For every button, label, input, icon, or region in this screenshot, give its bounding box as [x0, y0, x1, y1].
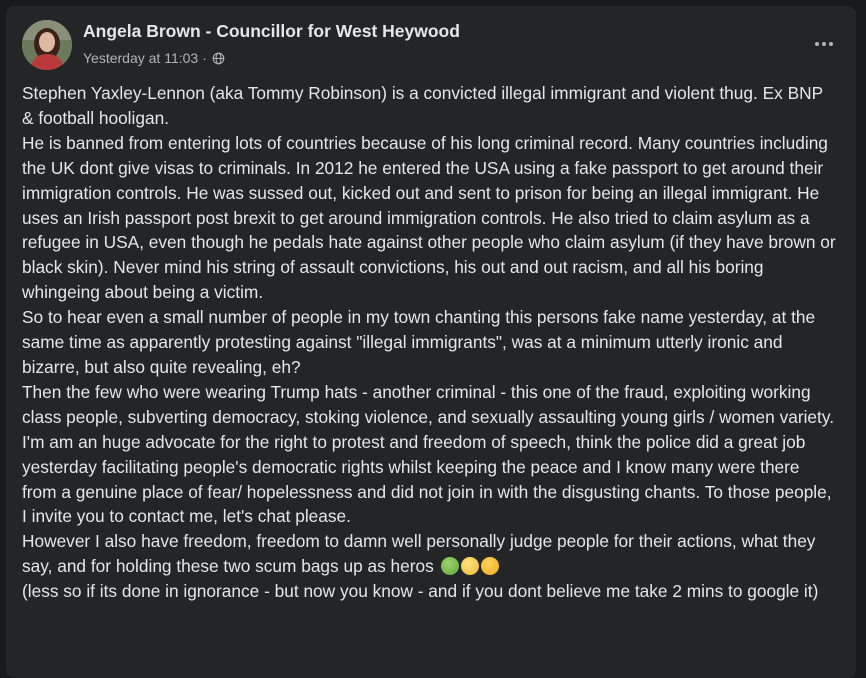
post-paragraph-text: However I also have freedom, freedom to damn well personally judge people for their actions, what they say, and for holding these two scum bags up as heros — [22, 531, 816, 577]
author-avatar[interactable] — [22, 20, 72, 70]
post-paragraph: Then the few who were wearing Trump hats - another criminal - this one of the fraud, exploiting working class people, subverting democracy, stoking violence, and sexually assaulting young girls / women variety. — [22, 381, 834, 427]
meta-separator: · — [202, 50, 207, 66]
nauseated-face-emoji-icon — [441, 557, 459, 575]
post-paragraph: He is banned from entering lots of countries because of his long criminal record. Many countries including the UK dont give visas to criminals. In 2012 he entered the USA using a fake passport to get around their immigration controls. He was sussed out, kicked out and sent to prison for being an illegal immigrant. He uses an Irish passport post brexit to get around immigration controls. He also tried to claim asylum as a refugee in USA, even though he pedals hate against other people who claim asylum (if they have brown or black skin). Never mind his string of assault convictions, his out and out racism, and all his boring whingeing about being a victim. — [22, 132, 836, 303]
post-body — [22, 81, 837, 604]
globe-icon[interactable] — [212, 52, 225, 65]
post-paragraph: I'm am an huge advocate for the right to protest and freedom of speech, think the police did a great job yesterday facilitating people's democratic rights whilst keeping the peace and I know many were there from a genuine place of fear/ hopelessness and did not join in with the disgusting chants. To those people, I invite you to contact me, let's chat please. — [22, 431, 832, 527]
post-paragraph: So to hear even a small number of people in my town chanting this persons fake name yesterday, at the same time as apparently protesting against "illegal immigrants", was at a minimum utterly ironic and bizarre, but also quite revealing, eh? — [22, 307, 816, 377]
post-paragraph: Stephen Yaxley-Lennon (aka Tommy Robinson) is a convicted illegal immigrant and violent thug. Ex BNP & football hooligan. — [22, 83, 823, 128]
post-paragraph-with-emojis — [22, 529, 837, 579]
face-screaming-emoji-icon — [461, 557, 479, 575]
more-options-button[interactable] — [806, 28, 842, 60]
avatar-photo — [22, 20, 72, 70]
post-meta — [83, 50, 225, 66]
post-timestamp[interactable]: Yesterday at 11:03 — [83, 50, 199, 66]
flushed-face-emoji-icon — [481, 557, 499, 575]
post-paragraph: (less so if its done in ignorance - but now you know - and if you dont believe me take 2 mins to google it) — [22, 581, 819, 602]
author-name[interactable]: Angela Brown - Councillor for West Heywood — [83, 21, 460, 41]
more-options-icon — [815, 42, 833, 46]
post-header — [6, 6, 856, 76]
post-card — [6, 6, 856, 678]
